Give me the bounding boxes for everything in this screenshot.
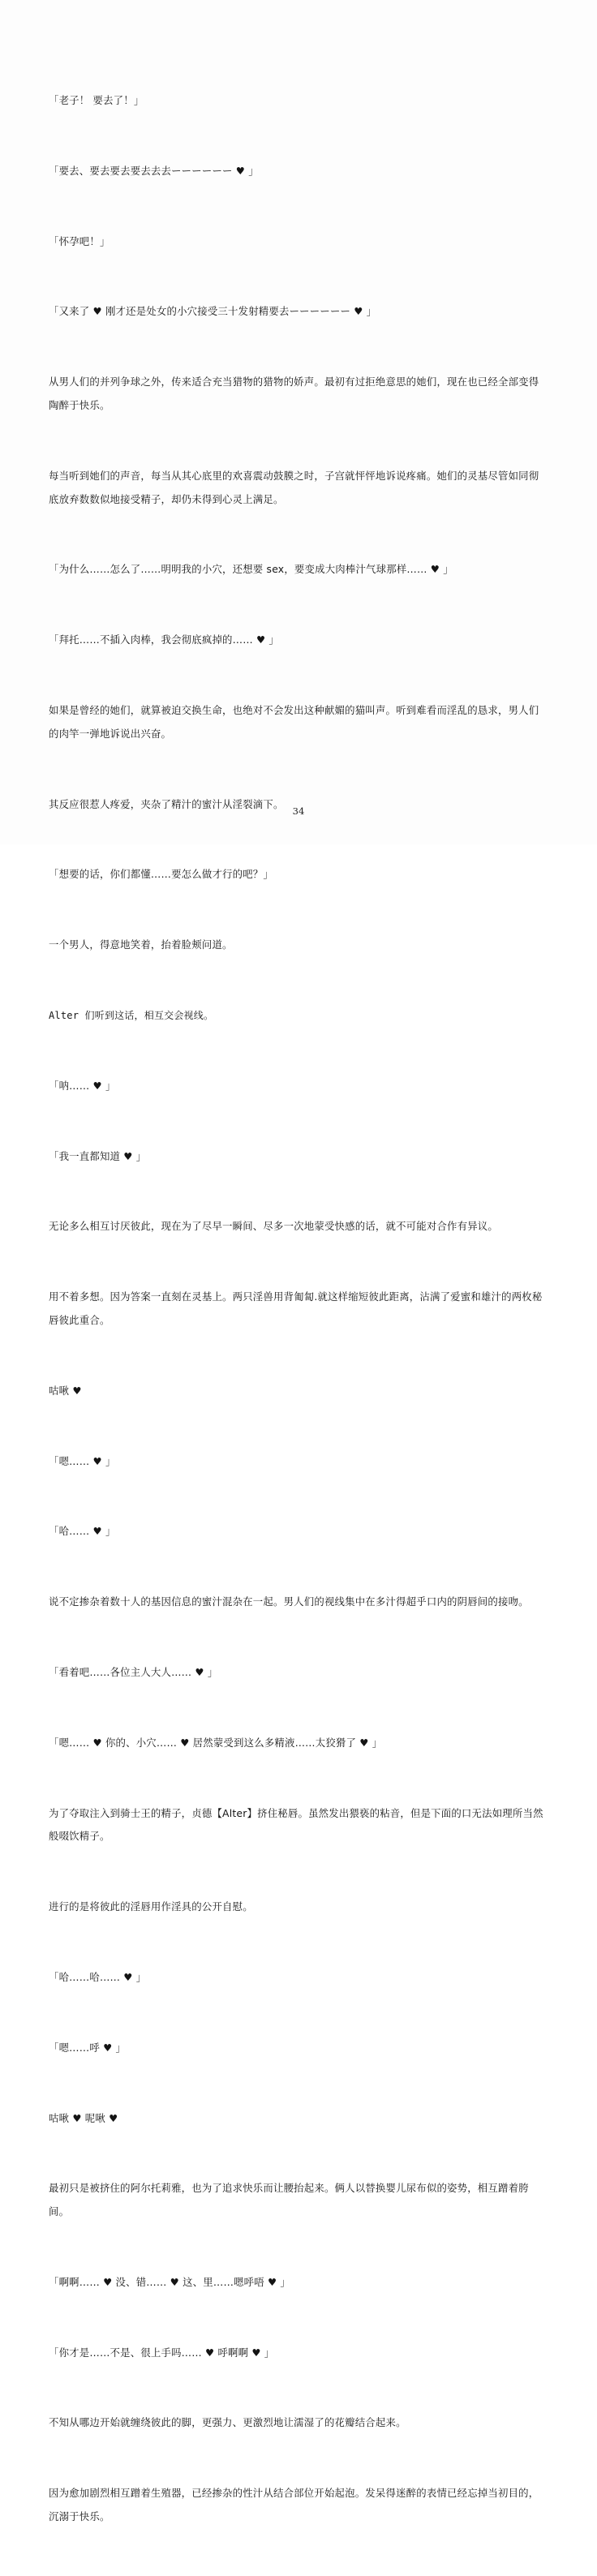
paragraph: 咕啾 ♥ 呢啾 ♥ xyxy=(49,2111,118,2124)
paragraph: 用不着多想。因为答案一直刻在灵基上。两只淫兽用背匍匐.就这样缩短彼此距离，沾满了爱蜜和雄汁的两枚秘唇彼此重合。 xyxy=(49,1290,543,1326)
paragraph: 因为愈加剧烈相互蹭着生殖器，已经掺杂的性汁从结合部位开始起泡。发呆得迷醉的表情已经忘掉当初目的，沉溺于快乐。 xyxy=(49,2487,539,2523)
paragraph: 为了夺取注入到骑士王的精子，贞德【Alter】挤住秘唇。虽然发出猥亵的粘音，但是下面的口无法如理所当然般啜饮精子。 xyxy=(49,1806,543,1843)
paragraph: 「哈…… ♥ 」 xyxy=(49,1525,116,1538)
paragraph: 「嗯…… ♥ 你的、小穴…… ♥ 居然蒙受到这么多精液……太狡猾了 ♥ 」 xyxy=(49,1736,383,1749)
paragraph: 「老子！ 要去了！」 xyxy=(49,94,144,106)
document-body xyxy=(49,42,548,2576)
paragraph: 其反应很惹人疼爱，夹杂了精汁的蜜汁从淫裂滴下。 xyxy=(49,797,284,810)
paragraph: 如果是曾经的她们，就算被迫交换生命，也绝对不会发出这种献媚的猫叫声。听到难看而淫乱的恳求，男人们的肉竿一弹地诉说出兴奋。 xyxy=(49,703,539,740)
paragraph: 进行的是将彼此的淫唇用作淫具的公开自慰。 xyxy=(49,1900,253,1913)
paragraph: 「你才是……不是、很上手吗…… ♥ 呼啊啊 ♥ 」 xyxy=(49,2346,275,2359)
paragraph: 「怀孕吧！」 xyxy=(49,234,110,247)
paragraph: 「呐…… ♥ 」 xyxy=(49,1079,116,1092)
paragraph: 一个男人，得意地笑着，抬着脸颊问道。 xyxy=(49,938,233,951)
paragraph: 「为什么……怎么了……明明我的小穴，还想要 sex，要变成大肉棒汁气球那样…… ♥ 」 xyxy=(49,563,453,576)
paragraph: 不知从哪边开始就缠绕彼此的脚，更强力、更激烈地让濡湿了的花瓣结合起来。 xyxy=(49,2416,406,2429)
paragraph: 每当听到她们的声音，每当从其心底里的欢喜震动鼓膜之时，子宫就怦怦地诉说疼痛。她们的灵基尽管如同彻底放弃数数似地接受精子，却仍未得到心灵上满足。 xyxy=(49,469,539,505)
paragraph: 最初只是被挤住的阿尔托莉雅，也为了追求快乐而让腰抬起来。俩人以替换婴儿尿布似的姿势，相互蹭着胯间。 xyxy=(49,2182,529,2218)
paragraph: 「啊啊…… ♥ 没、错…… ♥ 这、里……嗯呼唔 ♥ 」 xyxy=(49,2275,290,2288)
paragraph: 「哈……哈…… ♥ 」 xyxy=(49,1970,147,1983)
paragraph: 「拜托……不插入肉棒，我会彻底疯掉的…… ♥ 」 xyxy=(49,633,279,646)
paragraph: 说不定掺杂着数十人的基因信息的蜜汁混杂在一起。男人们的视线集中在多汁得超乎口内的阴唇间的接吻。 xyxy=(49,1595,529,1608)
paragraph: 从男人们的并列争球之外，传来适合充当猎物的猎物的娇声。最初有过拒绝意思的她们，现在也已经全部变得陶醉于快乐。 xyxy=(49,376,539,411)
page-number: 34 xyxy=(292,805,305,817)
paragraph: 「想要的话，你们都懂……要怎么做才行的吧？」 xyxy=(49,868,273,881)
paragraph: 「要去、要去要去要去去去ーーーーーー ♥ 」 xyxy=(49,164,259,177)
paragraph: 无论多么相互讨厌彼此，现在为了尽早一瞬间、尽多一次地蒙受快感的话，就不可能对合作有异议。 xyxy=(49,1220,498,1233)
paragraph: 「嗯…… ♥ 」 xyxy=(49,1454,116,1467)
paragraph: 「我一直都知道 ♥ 」 xyxy=(49,1149,147,1162)
paragraph: Alter 们听到这话，相互交会视线。 xyxy=(49,1009,214,1021)
paragraph: 「看着吧……各位主人大人…… ♥ 」 xyxy=(49,1665,218,1678)
paragraph: 咕啾 ♥ xyxy=(49,1384,82,1397)
paragraph: 「又来了 ♥ 刚才还是处女的小穴接受三十发射精要去ーーーーーー ♥ 」 xyxy=(49,305,377,318)
paragraph: 「嗯……呼 ♥ 」 xyxy=(49,2041,127,2054)
